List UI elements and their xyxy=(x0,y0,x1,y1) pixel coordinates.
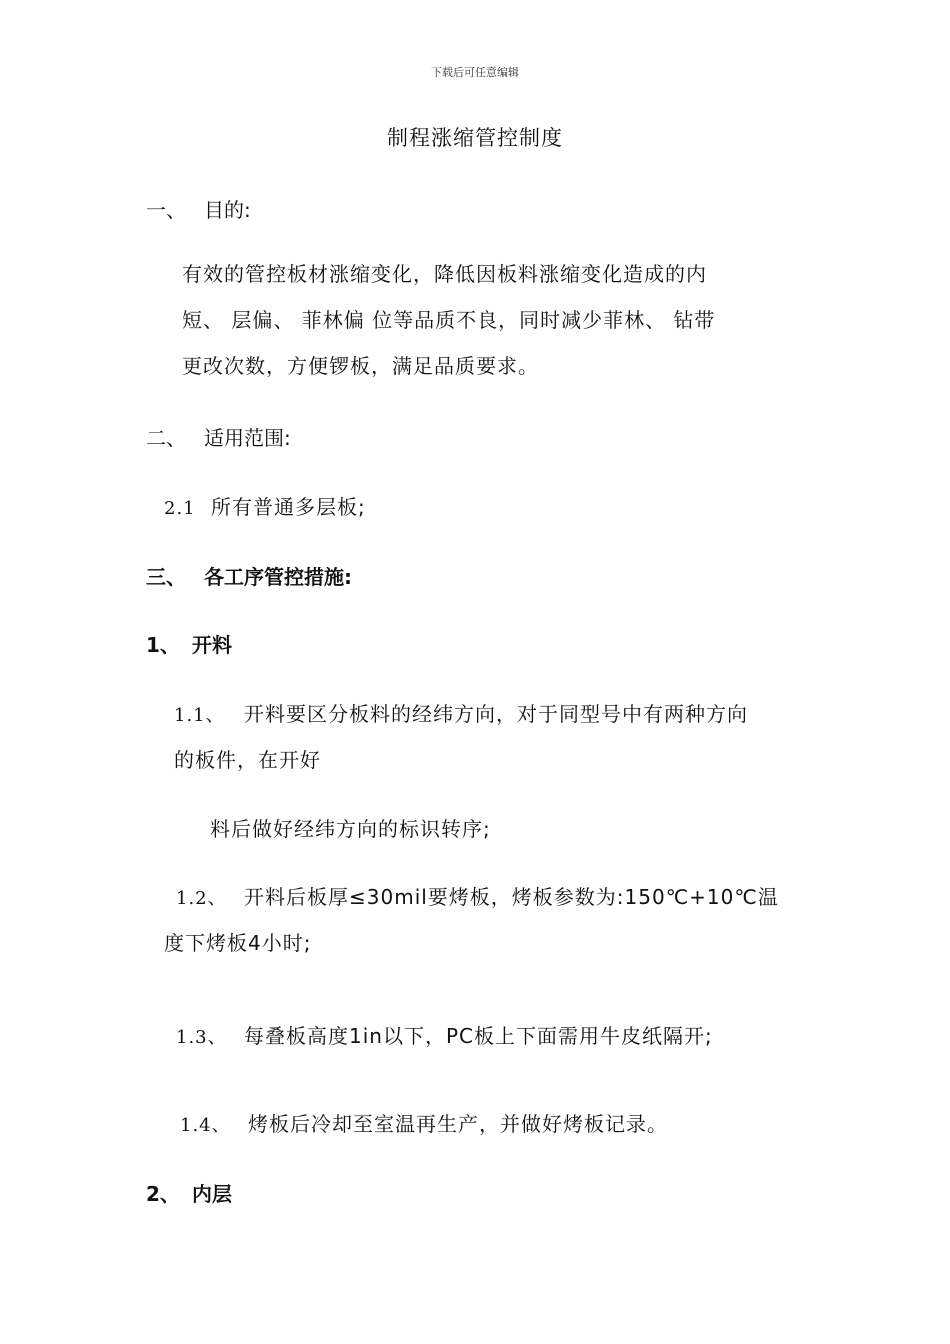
section-3-number: 三、 xyxy=(146,565,186,589)
item-1-4-text: 烤板后冷却至室温再生产，并做好烤板记录。 xyxy=(248,1112,668,1136)
section-2-item-number: 2.1 xyxy=(164,498,196,519)
item-1-2-line-1 xyxy=(176,881,779,910)
item-1-1-line-3: 料后做好经纬方向的标识转序; xyxy=(210,817,491,841)
part-1-number: 1、 xyxy=(146,633,180,657)
item-1-3-number: 1.3、 xyxy=(176,1027,227,1048)
section-2-item xyxy=(164,491,366,520)
part-2-title: 内层 xyxy=(192,1182,232,1206)
document-title: 制程涨缩管控制度 xyxy=(387,126,563,150)
item-1-2-number: 1.2、 xyxy=(176,888,227,909)
section-2-number: 二、 xyxy=(146,426,186,450)
section-1-title: 目的: xyxy=(204,198,251,222)
section-1-heading xyxy=(146,194,251,223)
section-1-body-line: 更改次数，方便锣板，满足品质要求。 xyxy=(182,354,539,378)
section-2-title: 适用范围: xyxy=(204,426,291,450)
section-1-body xyxy=(182,251,715,389)
item-1-2-line-2: 度下烤板4小时; xyxy=(164,931,312,955)
item-1-1-line-1 xyxy=(174,698,748,727)
part-1-title: 开料 xyxy=(192,633,232,657)
part-2-heading xyxy=(146,1178,232,1207)
part-1-heading xyxy=(146,629,232,658)
item-1-2-text: 开料后板厚≤30mil要烤板，烤板参数为:150℃+10℃温 xyxy=(244,885,779,909)
header-note: 下载后可任意编辑 xyxy=(431,66,519,79)
item-1-4-number: 1.4、 xyxy=(180,1115,231,1136)
item-1-1-text: 开料要区分板料的经纬方向，对于同型号中有两种方向 xyxy=(244,702,748,726)
item-1-4 xyxy=(180,1108,668,1137)
section-3-title: 各工序管控措施: xyxy=(204,565,352,589)
section-2-heading xyxy=(146,422,291,451)
item-1-1-number: 1.1、 xyxy=(174,705,225,726)
part-2-number: 2、 xyxy=(146,1182,180,1206)
item-1-1-line-2: 的板件，在开好 xyxy=(174,748,321,772)
item-1-3 xyxy=(176,1020,713,1049)
item-1-3-text: 每叠板高度1in以下，PC板上下面需用牛皮纸隔开; xyxy=(244,1024,713,1048)
section-2-item-text: 所有普通多层板; xyxy=(211,495,366,519)
section-1-body-line: 有效的管控板材涨缩变化，降低因板料涨缩变化造成的内 xyxy=(182,262,707,286)
section-1-body-line: 短、 层偏、 菲林偏 位等品质不良，同时减少菲林、 钻带 xyxy=(182,308,716,332)
section-1-number: 一、 xyxy=(146,198,186,222)
section-3-heading xyxy=(146,561,352,590)
